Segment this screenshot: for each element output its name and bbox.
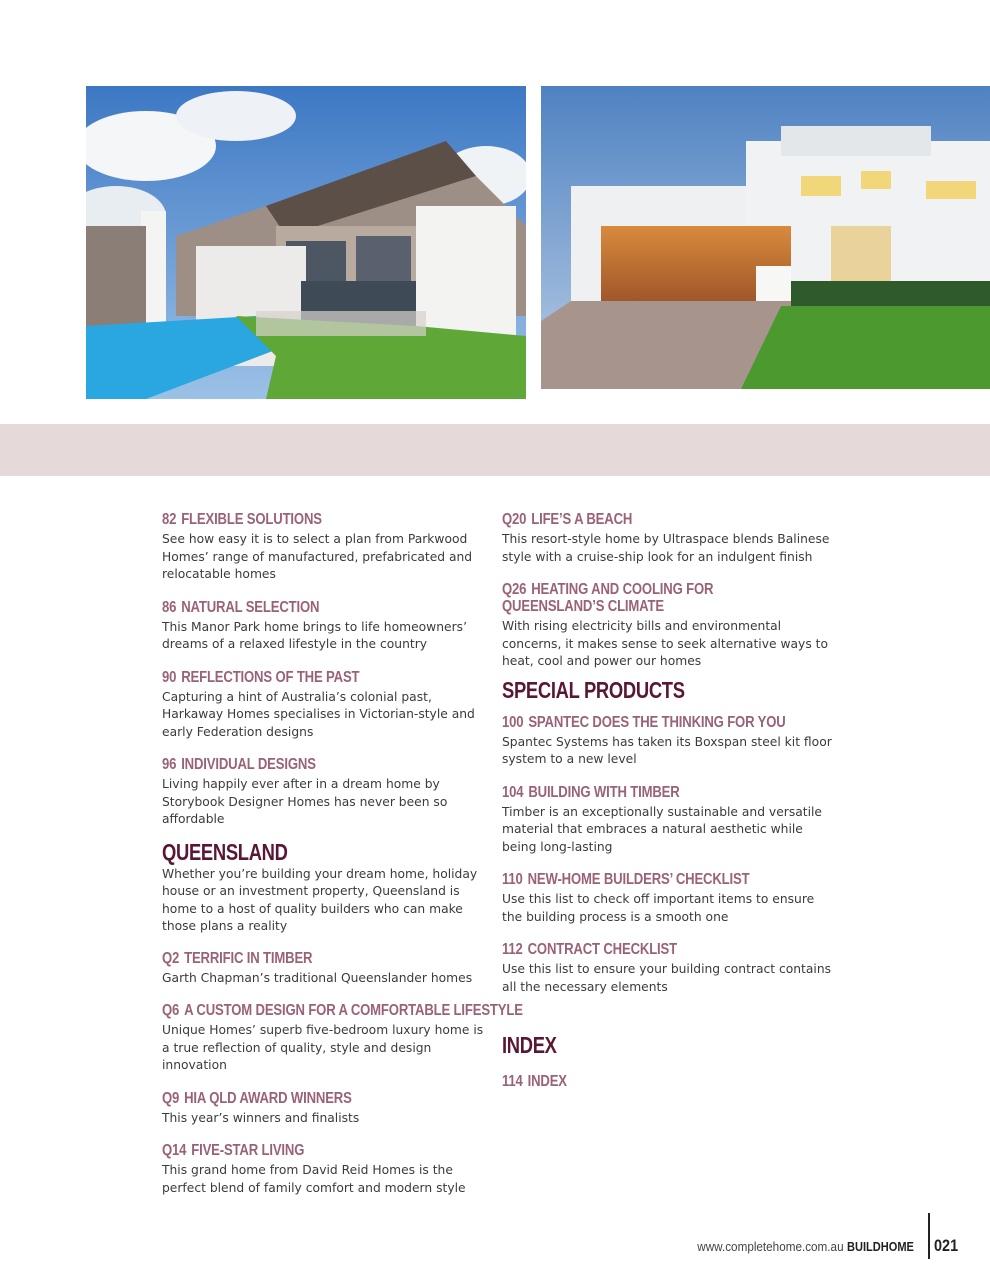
entry-title-line2: QUEENSLAND’S CLIMATE <box>502 598 664 615</box>
house-photo-pool <box>86 86 526 399</box>
section-special-products <box>502 678 834 702</box>
section-index <box>502 1033 834 1057</box>
section-intro: Whether you’re building your dream home, holiday house or an investment property, Queensland is home to a host of quality builders who can make those plans a reality <box>162 866 478 933</box>
contents-entry[interactable] <box>162 1002 523 1075</box>
magazine-name: BUILDHOME <box>846 1238 914 1254</box>
entry-title: 100 SPANTEC DOES THE THINKING FOR YOU <box>502 713 786 731</box>
contents-column-left <box>162 511 523 1197</box>
section-heading: SPECIAL PRODUCTS <box>502 676 685 703</box>
website-url[interactable]: www.completehome.com.au <box>697 1238 844 1254</box>
entry-description: This Manor Park home brings to life homeowners’ dreams of a relaxed lifestyle in the country <box>162 619 467 651</box>
contents-entry[interactable] <box>162 1142 494 1197</box>
page-footer <box>681 1234 962 1258</box>
entry-title: Q9 HIA QLD AWARD WINNERS <box>162 1089 352 1107</box>
contents-entry[interactable] <box>502 871 834 926</box>
section-heading: INDEX <box>502 1032 557 1058</box>
entry-title: 96 INDIVIDUAL DESIGNS <box>162 756 316 773</box>
contents-entry[interactable] <box>162 511 494 584</box>
contents-column-right <box>502 511 834 1090</box>
entry-description: This grand home from David Reid Homes is the perfect blend of family comfort and modern style <box>162 1163 466 1195</box>
entry-description: Unique Homes’ superb five-bedroom luxury home is a true reflection of quality, style and design innovation <box>162 1023 484 1072</box>
entry-description: Capturing a hint of Australia’s colonial past, Harkaway Homes specialises in Victorian-style and early Federation designs <box>162 689 475 739</box>
entry-title: 90 REFLECTIONS OF THE PAST <box>162 668 360 686</box>
entry-description: Living happily ever after in a dream home by Storybook Designer Homes has never been so affordable <box>162 777 448 826</box>
contents-entry[interactable] <box>502 1073 834 1090</box>
contents-entry[interactable] <box>502 511 834 566</box>
section-heading: QUEENSLAND <box>162 838 288 865</box>
entry-title: Q14 FIVE-STAR LIVING <box>162 1142 305 1159</box>
entry-title: 82 FLEXIBLE SOLUTIONS <box>162 511 322 528</box>
entry-title: 114 INDEX <box>502 1073 567 1090</box>
entry-title: 112 CONTRACT CHECKLIST <box>502 941 677 958</box>
house-photo-dusk <box>541 86 990 389</box>
entry-description: Spantec Systems has taken its Boxspan steel kit floor system to a new level <box>502 734 832 766</box>
entry-description: Timber is an exceptionally sustainable and versatile material that embraces a natural aesthetic while being long-lasting <box>502 804 822 854</box>
entry-description: This resort-style home by Ultraspace blends Balinese style with a cruise-ship look for an indulgent finish <box>502 532 830 564</box>
entry-title: 104 BUILDING WITH TIMBER <box>502 783 680 801</box>
section-queensland <box>162 840 494 936</box>
contents-entry[interactable] <box>162 1090 494 1128</box>
contents-entry[interactable] <box>162 756 494 829</box>
entry-title: Q26 HEATING AND COOLING FOR <box>502 581 714 598</box>
entry-description: With rising electricity bills and environmental concerns, it makes sense to seek alternative ways to heat, cool and power our homes <box>502 619 828 668</box>
entry-description: Garth Chapman’s traditional Queenslander homes <box>162 970 473 985</box>
entry-title: 86 NATURAL SELECTION <box>162 598 320 616</box>
entry-description: Use this list to ensure your building contract contains all the necessary elements <box>502 962 832 994</box>
entry-title: 110 NEW-HOME BUILDERS’ CHECKLIST <box>502 871 750 888</box>
entry-title: Q6 A CUSTOM DESIGN FOR A COMFORTABLE LIFESTYLE <box>162 1002 523 1019</box>
page-number: 021 <box>933 1236 958 1255</box>
contents-entry[interactable] <box>502 581 834 671</box>
contents-entry[interactable] <box>502 714 834 769</box>
contents-entry[interactable] <box>162 599 494 654</box>
footer-divider <box>928 1213 930 1259</box>
contents-entry[interactable] <box>162 950 494 988</box>
contents-entry[interactable] <box>162 669 494 742</box>
contents-entry[interactable] <box>502 941 834 996</box>
entry-description: See how easy it is to select a plan from Parkwood Homes’ range of manufactured, prefabricated and relocatable homes <box>162 532 473 581</box>
divider-band <box>0 424 990 476</box>
entry-title: Q2 TERRIFIC IN TIMBER <box>162 949 313 967</box>
entry-title: Q20 LIFE’S A BEACH <box>502 511 633 528</box>
entry-description: This year’s winners and finalists <box>162 1110 360 1125</box>
entry-description: Use this list to check off important items to ensure the building process is a smooth one <box>502 892 815 924</box>
contents-entry[interactable] <box>502 784 834 857</box>
